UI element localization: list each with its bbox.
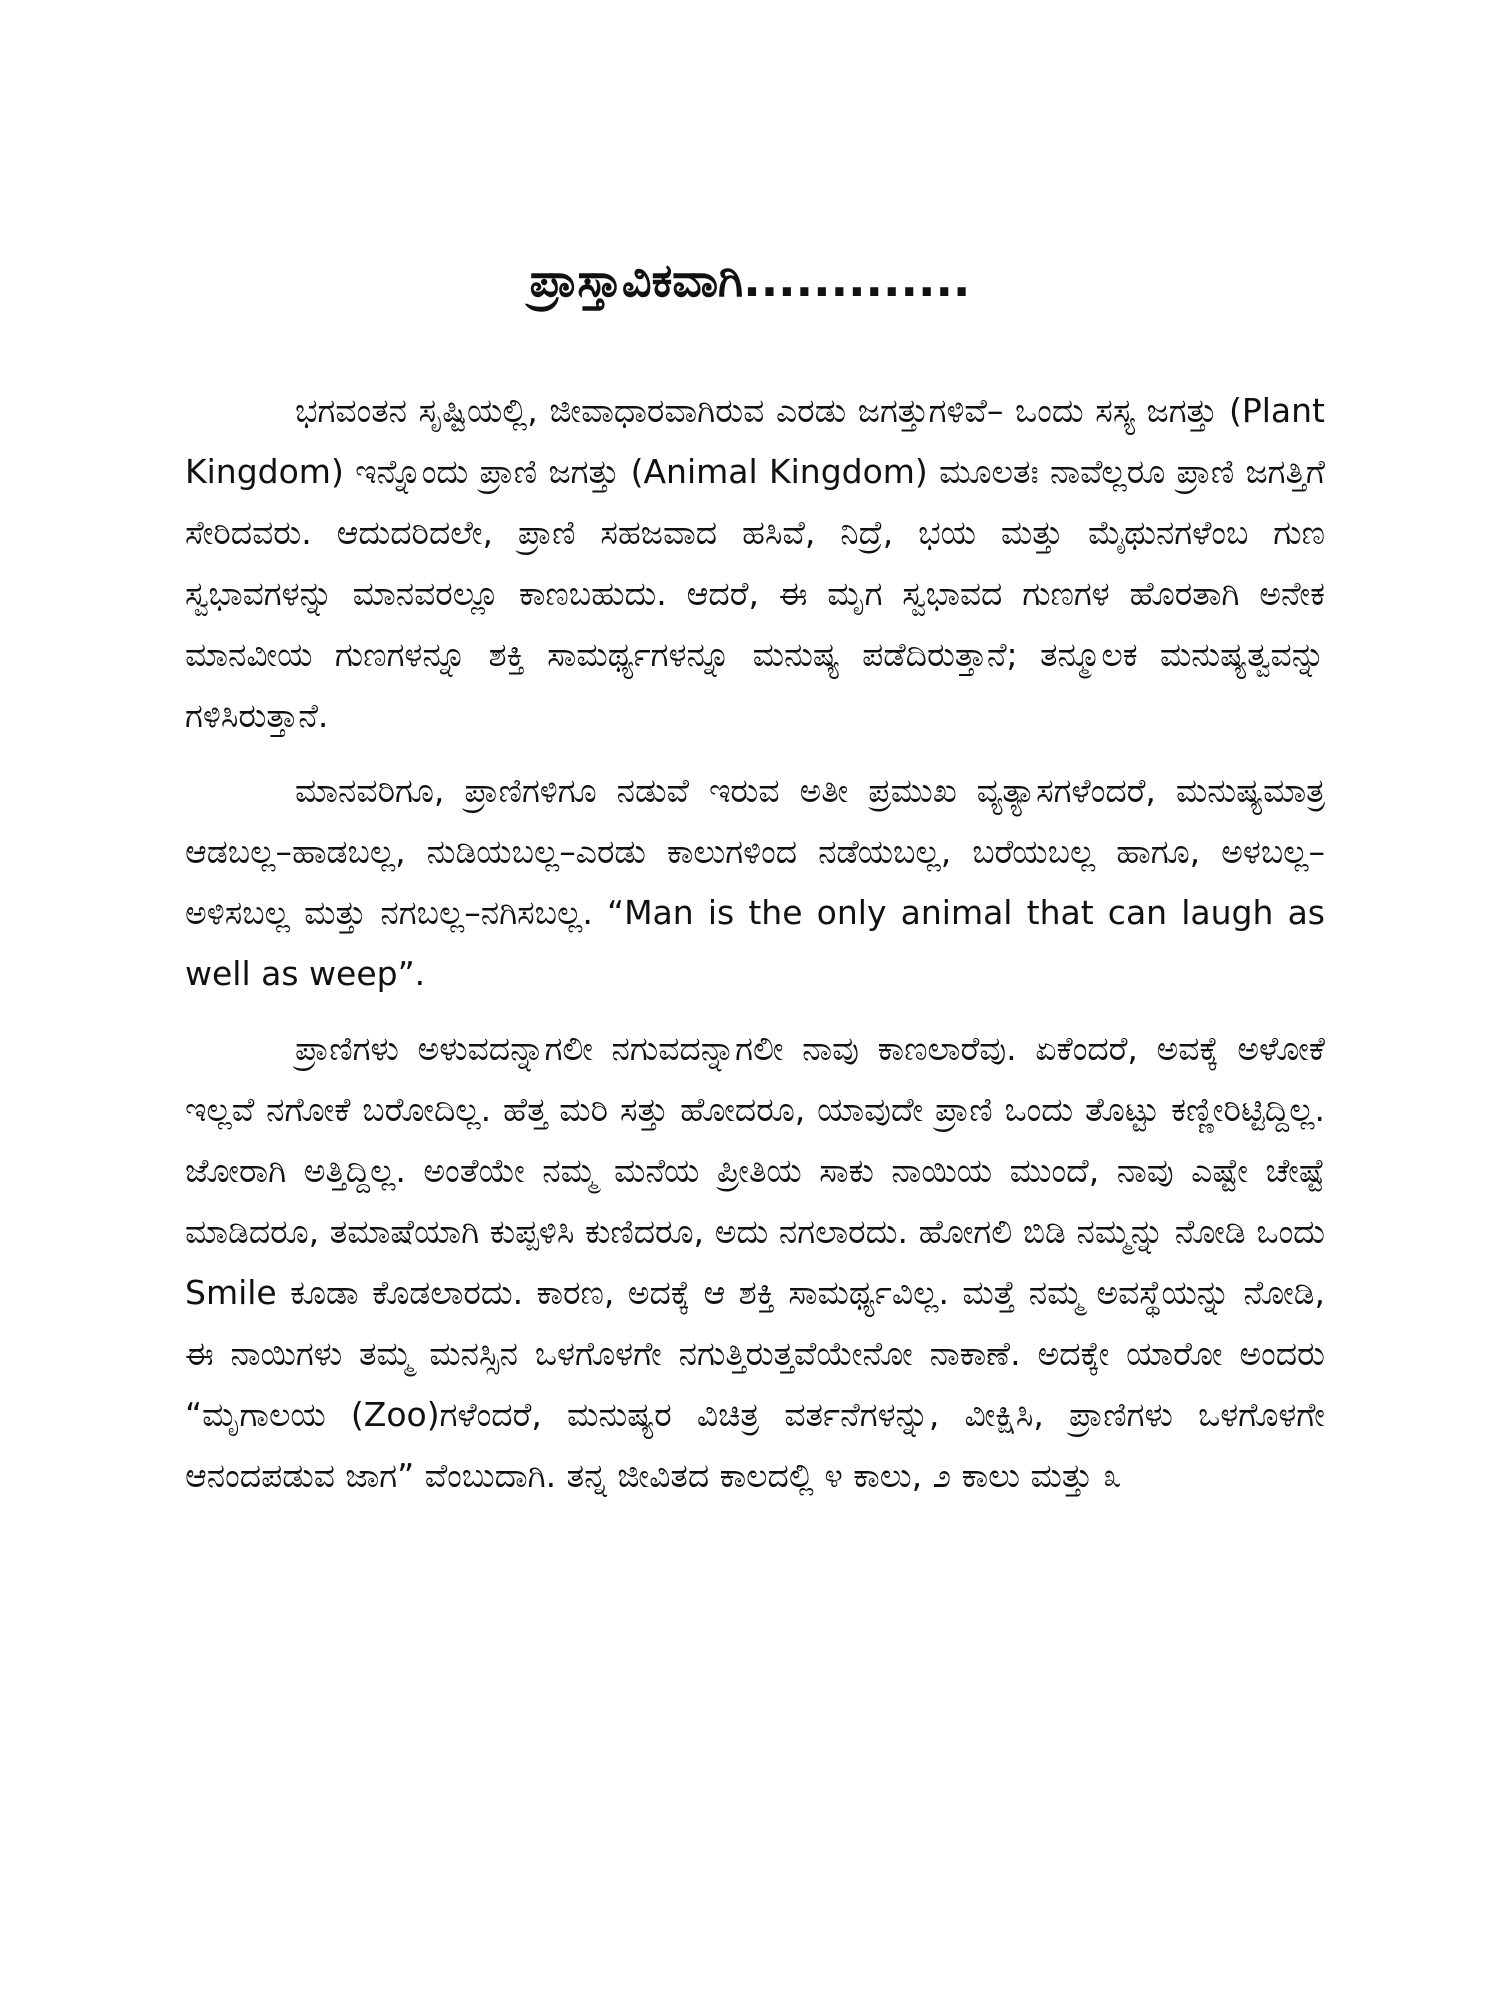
paragraph-3: ಪ್ರಾಣಿಗಳು ಅಳುವದನ್ನಾಗಲೀ ನಗುವದನ್ನಾಗಲೀ ನಾವು ಕಾಣಲಾರೆವು. ಏಕೆಂದರೆ, ಅವಕ್ಕೆ ಅಳೋಕೆ ಇಲ್ಲವೆ ನಗೋಕೆ ಬರೋದಿಲ್ಲ. ಹೆತ್ತ ಮರಿ ಸತ್ತು ಹೋದರೂ, ಯಾವುದೇ ಪ್ರಾಣಿ ಒಂದು ತೊಟ್ಟು ಕಣ್ಣೀರಿಟ್ಟಿದ್ದಿಲ್ಲ. ಜೋರಾಗಿ ಅತ್ತಿದ್ದಿಲ್ಲ. ಅಂತೆಯೇ ನಮ್ಮ ಮನೆಯ ಪ್ರೀತಿಯ ಸಾಕು ನಾಯಿಯ ಮುಂದೆ, ನಾವು ಎಷ್ಟೇ ಚೇಷ್ಟೆ ಮಾಡಿದರೂ, ತಮಾಷೆಯಾಗಿ ಕುಪ್ಪಳಿಸಿ ಕುಣಿದರೂ, ಅದು ನಗಲಾರದು. ಹೋಗಲಿ ಬಿಡಿ ನಮ್ಮನ್ನು ನೋಡಿ ಒಂದು Smile ಕೂಡಾ ಕೊಡಲಾರದು. ಕಾರಣ, ಅದಕ್ಕೆ ಆ ಶಕ್ತಿ ಸಾಮರ್ಥ್ಯವಿಲ್ಲ. ಮತ್ತೆ ನಮ್ಮ ಅವಸ್ಥೆಯನ್ನು ನೋಡಿ, ಈ ನಾಯಿಗಳು ತಮ್ಮ ಮನಸ್ಸಿನ ಒಳಗೊಳಗೇ ನಗುತ್ತಿರುತ್ತವೆಯೇನೋ ನಾಕಾಣೆ. ಅದಕ್ಕೇ ಯಾರೋ ಅಂದರು “ಮೃಗಾಲಯ (Zoo)ಗಳೆಂದರೆ, ಮನುಷ್ಯರ ವಿಚಿತ್ರ ವರ್ತನೆಗಳನ್ನು, ವೀಕ್ಷಿಸಿ, ಪ್ರಾಣಿಗಳು ಒಳಗೊಳಗೇ ಆನಂದಪಡುವ ಜಾಗ” ವೆಂಬುದಾಗಿ. ತನ್ನ ಜೀವಿತದ ಕಾಲದಲ್ಲಿ ೪ ಕಾಲು, ೨ ಕಾಲು ಮತ್ತು ೩ [185, 1029, 1325, 1495]
paragraph-2: ಮಾನವರಿಗೂ, ಪ್ರಾಣಿಗಳಿಗೂ ನಡುವೆ ಇರುವ ಅತೀ ಪ್ರಮುಖ ವ್ಯತ್ಯಾಸಗಳೆಂದರೆ, ಮನುಷ್ಯಮಾತ್ರ ಆಡಬಲ್ಲ–ಹಾಡಬಲ್ಲ, ನುಡಿಯಬಲ್ಲ–ಎರಡು ಕಾಲುಗಳಿಂದ ನಡೆಯಬಲ್ಲ, ಬರೆಯಬಲ್ಲ ಹಾಗೂ, ಅಳಬಲ್ಲ–ಅಳಿಸಬಲ್ಲ ಮತ್ತು ನಗಬಲ್ಲ–ನಗಿಸಬಲ್ಲ. “Man is the only animal that can laugh as well as weep”. [185, 771, 1325, 993]
page-title: ಪ್ರಾಸ್ತಾವಿಕವಾಗಿ............. [529, 253, 971, 307]
body-text [185, 380, 1325, 1520]
paragraph-1: ಭಗವಂತನ ಸೃಷ್ಟಿಯಲ್ಲಿ, ಜೀವಾಧಾರವಾಗಿರುವ ಎರಡು ಜಗತ್ತುಗಳಿವೆ– ಒಂದು ಸಸ್ಯ ಜಗತ್ತು (Plant Kingdom) ಇನ್ನೊಂದು ಪ್ರಾಣಿ ಜಗತ್ತು (Animal Kingdom) ಮೂಲತಃ ನಾವೆಲ್ಲರೂ ಪ್ರಾಣಿ ಜಗತ್ತಿಗೆ ಸೇರಿದವರು. ಆದುದರಿದಲೇ, ಪ್ರಾಣಿ ಸಹಜವಾದ ಹಸಿವೆ, ನಿದ್ರೆ, ಭಯ ಮತ್ತು ಮೈಥುನಗಳೆಂಬ ಗುಣ ಸ್ವಭಾವಗಳನ್ನು ಮಾನವರಲ್ಲೂ ಕಾಣಬಹುದು. ಆದರೆ, ಈ ಮೃಗ ಸ್ವಭಾವದ ಗುಣಗಳ ಹೊರತಾಗಿ ಅನೇಕ ಮಾನವೀಯ ಗುಣಗಳನ್ನೂ ಶಕ್ತಿ ಸಾಮರ್ಥ್ಯಗಳನ್ನೂ ಮನುಷ್ಯ ಪಡೆದಿರುತ್ತಾನೆ; ತನ್ಮೂಲಕ ಮನುಷ್ಯತ್ವವನ್ನು ಗಳಿಸಿರುತ್ತಾನೆ. [185, 391, 1325, 735]
